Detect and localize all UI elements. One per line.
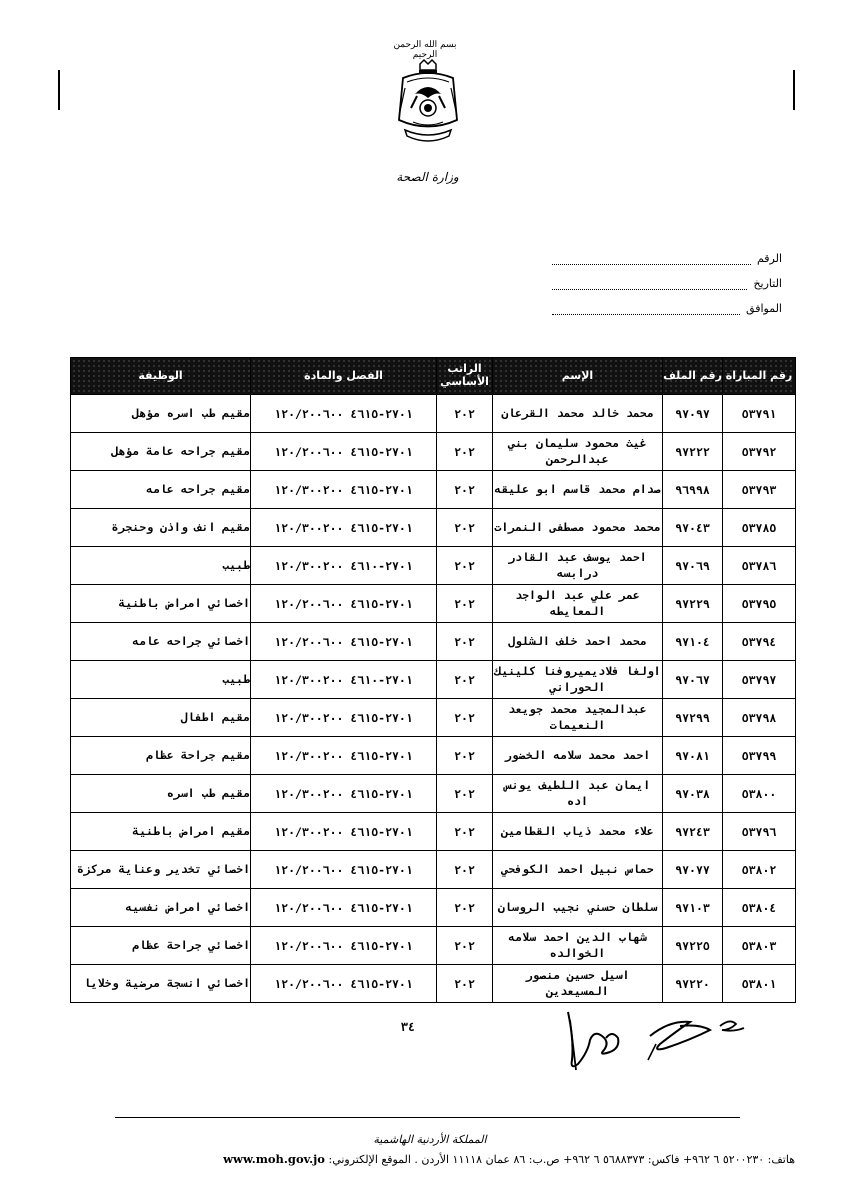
cell-competition-number: ٥٣٧٩٦ xyxy=(723,813,796,851)
table-row xyxy=(71,737,796,775)
table-row xyxy=(71,585,796,623)
cell-job-title: مقيم جراحه عامه xyxy=(71,471,251,509)
footer-website-link[interactable]: www.moh.gov.jo xyxy=(223,1152,325,1166)
cell-chapter-article: ٢٧٠١-٤٦١٥ ١٢٠/٢٠٠٦٠٠ xyxy=(251,433,437,471)
corresponding-date-label: الموافق xyxy=(746,302,782,315)
cell-basic-salary: ٢٠٢ xyxy=(437,737,493,775)
cell-chapter-article: ٢٧٠١-٤٦١٥ ١٢٠/٢٠٠٦٠٠ xyxy=(251,585,437,623)
cell-basic-salary: ٢٠٢ xyxy=(437,661,493,699)
cell-job-title: طبيب xyxy=(71,547,251,585)
table-row xyxy=(71,471,796,509)
cell-name: ايمان عبد اللطيف يونس اده xyxy=(493,775,663,813)
cell-file-number: ٩٧٢٩٩ xyxy=(663,699,723,737)
appointments-table xyxy=(70,357,796,1003)
cell-file-number: ٩٧١٠٤ xyxy=(663,623,723,661)
cell-file-number: ٩٧٠٩٧ xyxy=(663,395,723,433)
table-row xyxy=(71,851,796,889)
header-competition-number: رقم المباراة xyxy=(723,358,796,395)
cell-basic-salary: ٢٠٢ xyxy=(437,851,493,889)
cell-competition-number: ٥٣٨٠٢ xyxy=(723,851,796,889)
cell-job-title: مقيم جراحه عامة مؤهل xyxy=(71,433,251,471)
cell-file-number: ٩٧٠٦٧ xyxy=(663,661,723,699)
table-row xyxy=(71,547,796,585)
footer-kingdom-name: المملكة الأردنية الهاشمية xyxy=(373,1133,487,1146)
cell-basic-salary: ٢٠٢ xyxy=(437,775,493,813)
table-row xyxy=(71,889,796,927)
corresponding-date-line xyxy=(552,302,740,315)
cell-chapter-article: ٢٧٠١-٤٦١٥ ١٢٠/٢٠٠٦٠٠ xyxy=(251,965,437,1003)
cell-job-title: اخصائي امراض نفسيه xyxy=(71,889,251,927)
cell-basic-salary: ٢٠٢ xyxy=(437,813,493,851)
cell-basic-salary: ٢٠٢ xyxy=(437,965,493,1003)
table-row xyxy=(71,433,796,471)
cell-file-number: ٩٧٢٢٢ xyxy=(663,433,723,471)
header-job-title: الوظيفة xyxy=(71,358,251,395)
cell-file-number: ٩٧٠٣٨ xyxy=(663,775,723,813)
header-file-number: رقم الملف xyxy=(663,358,723,395)
cell-file-number: ٩٧٠٨١ xyxy=(663,737,723,775)
cell-name: اسيل حسين منصور المسيعدين xyxy=(493,965,663,1003)
cell-chapter-article: ٢٧٠١-٤٦١٥ ١٢٠/٢٠٠٦٠٠ xyxy=(251,623,437,661)
cell-job-title: مقيم جراحة عظام xyxy=(71,737,251,775)
cell-chapter-article: ٢٧٠١-٤٦١٥ ١٢٠/٣٠٠٢٠٠ xyxy=(251,699,437,737)
cell-name: شهاب الدين احمد سلامه الخوالده xyxy=(493,927,663,965)
date-field xyxy=(552,270,782,290)
date-line xyxy=(552,277,747,290)
cell-competition-number: ٥٣٧٩٧ xyxy=(723,661,796,699)
cell-competition-number: ٥٣٨٠١ xyxy=(723,965,796,1003)
date-label: التاريخ xyxy=(753,277,782,290)
cell-name: اولغا فلاديميروفنا كلينيك الحوراني xyxy=(493,661,663,699)
cell-name: حماس نبيل احمد الكوفحي xyxy=(493,851,663,889)
corresponding-date-field xyxy=(552,295,782,315)
cell-job-title: اخصائي جراحه عامه xyxy=(71,623,251,661)
cell-basic-salary: ٢٠٢ xyxy=(437,471,493,509)
cell-chapter-article: ٢٧٠١-٤٦١٥ ١٢٠/٣٠٠٢٠٠ xyxy=(251,813,437,851)
cell-job-title: طبيب xyxy=(71,661,251,699)
header-basic-salary: الراتب الأساسي xyxy=(437,358,493,395)
cell-competition-number: ٥٣٧٨٥ xyxy=(723,509,796,547)
page-number: ٣٤ xyxy=(400,1020,416,1034)
footer-contact-text: هاتف: ٥٢٠٠٢٣٠ ٦ ٩٦٢+ فاكس: ٥٦٨٨٣٧٣ ٦ ٩٦٢+ ص.ب: ٨٦ عمان ١١١١٨ الأردن . الموقع الإلكتروني: xyxy=(328,1153,795,1166)
table-row xyxy=(71,965,796,1003)
cell-name: احمد يوسف عبد القادر درابسه xyxy=(493,547,663,585)
cell-job-title: اخصائي انسجة مرضية وخلايا xyxy=(71,965,251,1003)
cell-chapter-article: ٢٧٠١-٤٦١٥ ١٢٠/٢٠٠٦٠٠ xyxy=(251,927,437,965)
cell-file-number: ٩٧٢٢٠ xyxy=(663,965,723,1003)
table-row xyxy=(71,813,796,851)
table-row xyxy=(71,661,796,699)
cell-file-number: ٩٧٠٤٣ xyxy=(663,509,723,547)
basmala-heading: بسم الله الرحمن الرحيم xyxy=(393,40,457,60)
cell-competition-number: ٥٣٧٨٦ xyxy=(723,547,796,585)
cell-basic-salary: ٢٠٢ xyxy=(437,585,493,623)
table-row xyxy=(71,775,796,813)
cell-name: عمر علي عبد الواجد المعايطه xyxy=(493,585,663,623)
cell-file-number: ٩٦٩٩٨ xyxy=(663,471,723,509)
margin-mark-right xyxy=(793,70,795,110)
cell-competition-number: ٥٣٨٠٣ xyxy=(723,927,796,965)
cell-chapter-article: ٢٧٠١-٤٦١٠ ١٢٠/٣٠٠٢٠٠ xyxy=(251,547,437,585)
cell-chapter-article: ٢٧٠١-٤٦١٥ ١٢٠/٢٠٠٦٠٠ xyxy=(251,889,437,927)
cell-competition-number: ٥٣٧٩٨ xyxy=(723,699,796,737)
cell-basic-salary: ٢٠٢ xyxy=(437,395,493,433)
cell-file-number: ٩٧٠٦٩ xyxy=(663,547,723,585)
cell-chapter-article: ٢٧٠١-٤٦١٥ ١٢٠/٣٠٠٢٠٠ xyxy=(251,509,437,547)
cell-name: احمد محمد سلامه الخضور xyxy=(493,737,663,775)
cell-job-title: مقيم طب اسره xyxy=(71,775,251,813)
cell-file-number: ٩٧١٠٣ xyxy=(663,889,723,927)
cell-chapter-article: ٢٧٠١-٤٦١٥ ١٢٠/٣٠٠٢٠٠ xyxy=(251,471,437,509)
cell-job-title: مقيم امراض باطنية xyxy=(71,813,251,851)
cell-name: عبدالمجيد محمد جويعد النعيمات xyxy=(493,699,663,737)
cell-job-title: اخصائي جراحة عظام xyxy=(71,927,251,965)
cell-chapter-article: ٢٧٠١-٤٦١٥ ١٢٠/٢٠٠٦٠٠ xyxy=(251,851,437,889)
cell-name: غيث محمود سليمان بني عبدالرحمن xyxy=(493,433,663,471)
cell-name: محمد احمد خلف الشلول xyxy=(493,623,663,661)
reference-number-label: الرقم xyxy=(756,252,782,265)
cell-file-number: ٩٧٢٢٥ xyxy=(663,927,723,965)
header-name: الإسم xyxy=(493,358,663,395)
cell-file-number: ٩٧٢٢٩ xyxy=(663,585,723,623)
cell-competition-number: ٥٣٧٩٣ xyxy=(723,471,796,509)
cell-competition-number: ٥٣٧٩١ xyxy=(723,395,796,433)
ministry-name: وزارة الصحة xyxy=(396,170,459,184)
cell-basic-salary: ٢٠٢ xyxy=(437,547,493,585)
cell-competition-number: ٥٣٧٩٥ xyxy=(723,585,796,623)
table-row xyxy=(71,623,796,661)
table-row xyxy=(71,395,796,433)
footer-divider xyxy=(115,1117,740,1118)
cell-file-number: ٩٧٢٤٣ xyxy=(663,813,723,851)
reference-number-field xyxy=(552,245,782,265)
table-row xyxy=(71,927,796,965)
cell-basic-salary: ٢٠٢ xyxy=(437,699,493,737)
table-row xyxy=(71,509,796,547)
table-row xyxy=(71,699,796,737)
cell-name: محمد محمود مصطفى النمرات xyxy=(493,509,663,547)
cell-basic-salary: ٢٠٢ xyxy=(437,623,493,661)
cell-basic-salary: ٢٠٢ xyxy=(437,927,493,965)
cell-name: صدام محمد قاسم ابو عليقه xyxy=(493,471,663,509)
cell-name: سلطان حسني نجيب الروسان xyxy=(493,889,663,927)
cell-chapter-article: ٢٧٠١-٤٦١٥ ١٢٠/٣٠٠٢٠٠ xyxy=(251,737,437,775)
cell-job-title: مقيم انف واذن وحنجرة xyxy=(71,509,251,547)
cell-basic-salary: ٢٠٢ xyxy=(437,433,493,471)
cell-competition-number: ٥٣٨٠٠ xyxy=(723,775,796,813)
cell-chapter-article: ٢٧٠١-٤٦١٥ ١٢٠/٢٠٠٦٠٠ xyxy=(251,395,437,433)
header-chapter-article: الفصل والمادة xyxy=(251,358,437,395)
cell-basic-salary: ٢٠٢ xyxy=(437,509,493,547)
table-header-row xyxy=(71,358,796,395)
cell-competition-number: ٥٣٧٩٤ xyxy=(723,623,796,661)
cell-chapter-article: ٢٧٠١-٤٦١٥ ١٢٠/٣٠٠٢٠٠ xyxy=(251,775,437,813)
cell-job-title: اخصائي تخدير وعناية مركزة xyxy=(71,851,251,889)
footer-contact-info xyxy=(60,1152,795,1166)
margin-mark-left xyxy=(58,70,60,110)
cell-competition-number: ٥٣٧٩٢ xyxy=(723,433,796,471)
cell-basic-salary: ٢٠٢ xyxy=(437,889,493,927)
cell-job-title: مقيم طب اسره مؤهل xyxy=(71,395,251,433)
cell-job-title: اخصائي امراض باطنية xyxy=(71,585,251,623)
cell-file-number: ٩٧٠٧٧ xyxy=(663,851,723,889)
cell-chapter-article: ٢٧٠١-٤٦١٠ ١٢٠/٣٠٠٢٠٠ xyxy=(251,661,437,699)
cell-job-title: مقيم اطفال xyxy=(71,699,251,737)
cell-name: علاء محمد ذياب القطامين xyxy=(493,813,663,851)
handwritten-signatures-icon xyxy=(560,1000,790,1080)
jordan-coat-of-arms-icon xyxy=(393,58,463,148)
cell-competition-number: ٥٣٧٩٩ xyxy=(723,737,796,775)
reference-number-line xyxy=(552,252,751,265)
cell-name: محمد خالد محمد القرعان xyxy=(493,395,663,433)
cell-competition-number: ٥٣٨٠٤ xyxy=(723,889,796,927)
